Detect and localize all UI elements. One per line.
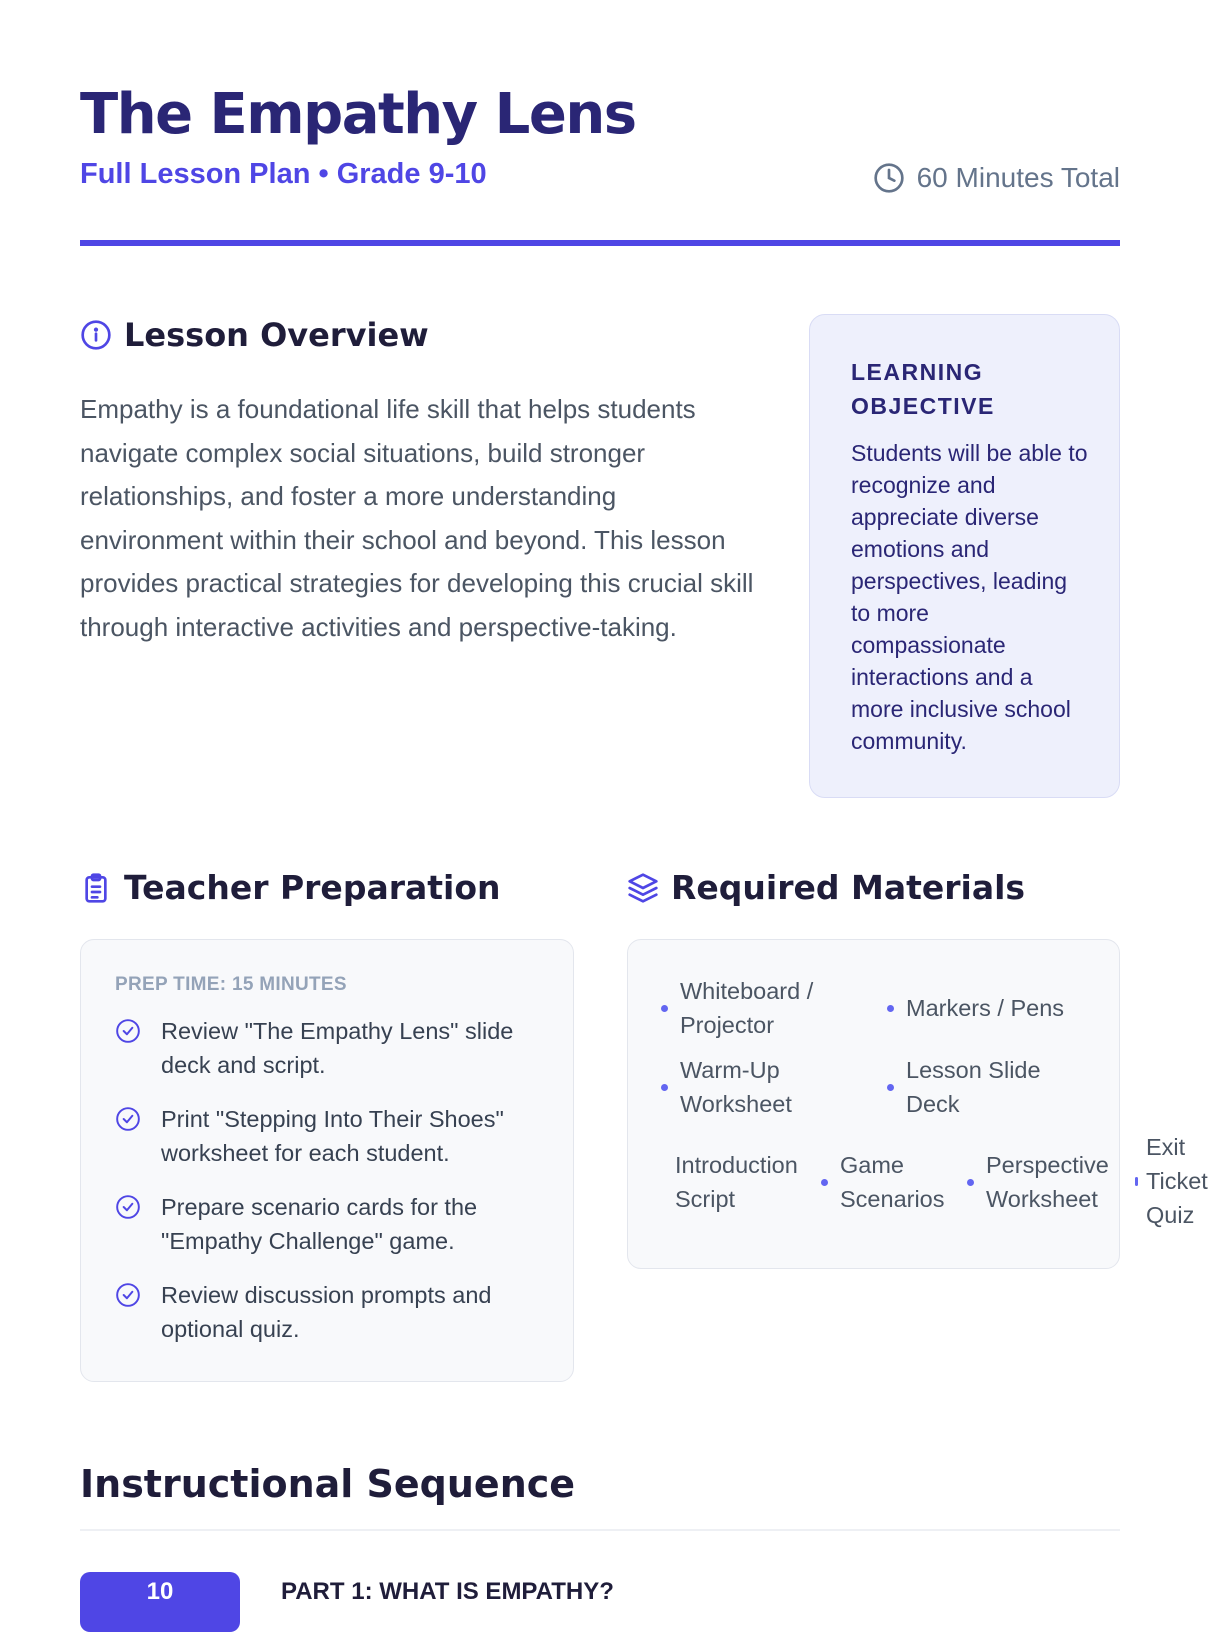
materials-card	[627, 939, 1120, 1269]
layers-icon	[627, 872, 659, 904]
preparation-item-text: Print "Stepping Into Their Shoes" worksheet for each student.	[161, 1106, 504, 1166]
overview-heading	[80, 316, 429, 354]
overview-heading-label: Lesson Overview	[124, 316, 429, 354]
info-icon	[80, 319, 112, 351]
overview-text: Empathy is a foundational life skill that helps students navigate complex social situations, build stronger relationships, and foster a more understanding environment within their school and beyond. This lesson provides practical strategies for developing this crucial skill through interactive activities and perspective-taking.	[80, 394, 754, 642]
preparation-heading-label: Teacher Preparation	[124, 868, 501, 907]
list-item	[115, 1278, 543, 1346]
dot-icon	[661, 1005, 668, 1012]
materials-heading	[627, 868, 1025, 907]
dot-icon	[661, 1084, 668, 1091]
preparation-card	[80, 939, 574, 1382]
material-item-text: Whiteboard / Projector	[680, 978, 814, 1038]
material-item-text: Perspective Worksheet	[986, 1152, 1109, 1212]
list-item	[115, 1102, 543, 1170]
preparation-list	[115, 1014, 543, 1346]
list-item	[1135, 1130, 1208, 1232]
material-item-text: Warm-Up Worksheet	[680, 1057, 792, 1117]
learning-objective-text: Students will be able to recognize and appreciate diverse emotions and perspectives, leading to more compassionate interactions and a more inclusive school community.	[851, 440, 1088, 754]
dot-icon	[887, 1084, 894, 1091]
sequence-divider	[80, 1529, 1120, 1531]
learning-objective-label: LEARNING OBJECTIVE	[851, 359, 995, 419]
header-divider	[80, 240, 1120, 246]
total-time	[873, 162, 1120, 194]
material-item-text: Exit Ticket Quiz	[1146, 1134, 1208, 1228]
lesson-subtitle: Full Lesson Plan • Grade 9-10	[80, 158, 487, 190]
lesson-title: The Empathy Lens	[80, 82, 636, 147]
list-item	[115, 1190, 543, 1258]
learning-objective-card	[809, 314, 1120, 798]
list-item	[675, 1148, 825, 1216]
check-circle-icon	[115, 1018, 141, 1044]
part-time-badge: 10	[80, 1572, 240, 1632]
preparation-item-text: Prepare scenario cards for the "Empathy Challenge" game.	[161, 1194, 478, 1254]
dot-icon	[887, 1005, 894, 1012]
dot-icon	[821, 1179, 828, 1186]
preparation-item-text: Review "The Empathy Lens" slide deck and script.	[161, 1018, 514, 1078]
prep-time: PREP TIME: 15 MINUTES	[115, 974, 347, 995]
check-circle-icon	[115, 1194, 141, 1220]
material-item-text: Lesson Slide Deck	[906, 1057, 1041, 1117]
check-circle-icon	[115, 1106, 141, 1132]
material-item-text: Introduction Script	[675, 1152, 798, 1212]
part-title: PART 1: WHAT IS EMPATHY?	[281, 1578, 614, 1605]
list-item	[887, 1053, 1067, 1121]
material-item-text: Markers / Pens	[906, 995, 1065, 1021]
material-item-text: Game Scenarios	[840, 1152, 945, 1212]
clipboard-icon	[80, 872, 112, 904]
list-item	[821, 1148, 961, 1216]
clock-icon	[873, 162, 905, 194]
total-time-label: 60 Minutes Total	[916, 162, 1120, 193]
list-item	[115, 1014, 543, 1082]
list-item	[967, 1148, 1117, 1216]
list-item	[661, 1053, 841, 1121]
materials-heading-label: Required Materials	[671, 868, 1026, 907]
check-circle-icon	[115, 1282, 141, 1308]
preparation-heading	[80, 868, 501, 907]
dot-icon	[967, 1179, 974, 1186]
list-item	[661, 974, 841, 1042]
sequence-heading: Instructional Sequence	[80, 1462, 576, 1506]
dot-icon	[1135, 1177, 1138, 1186]
preparation-item-text: Review discussion prompts and optional quiz.	[161, 1282, 492, 1342]
list-item	[887, 991, 1087, 1025]
